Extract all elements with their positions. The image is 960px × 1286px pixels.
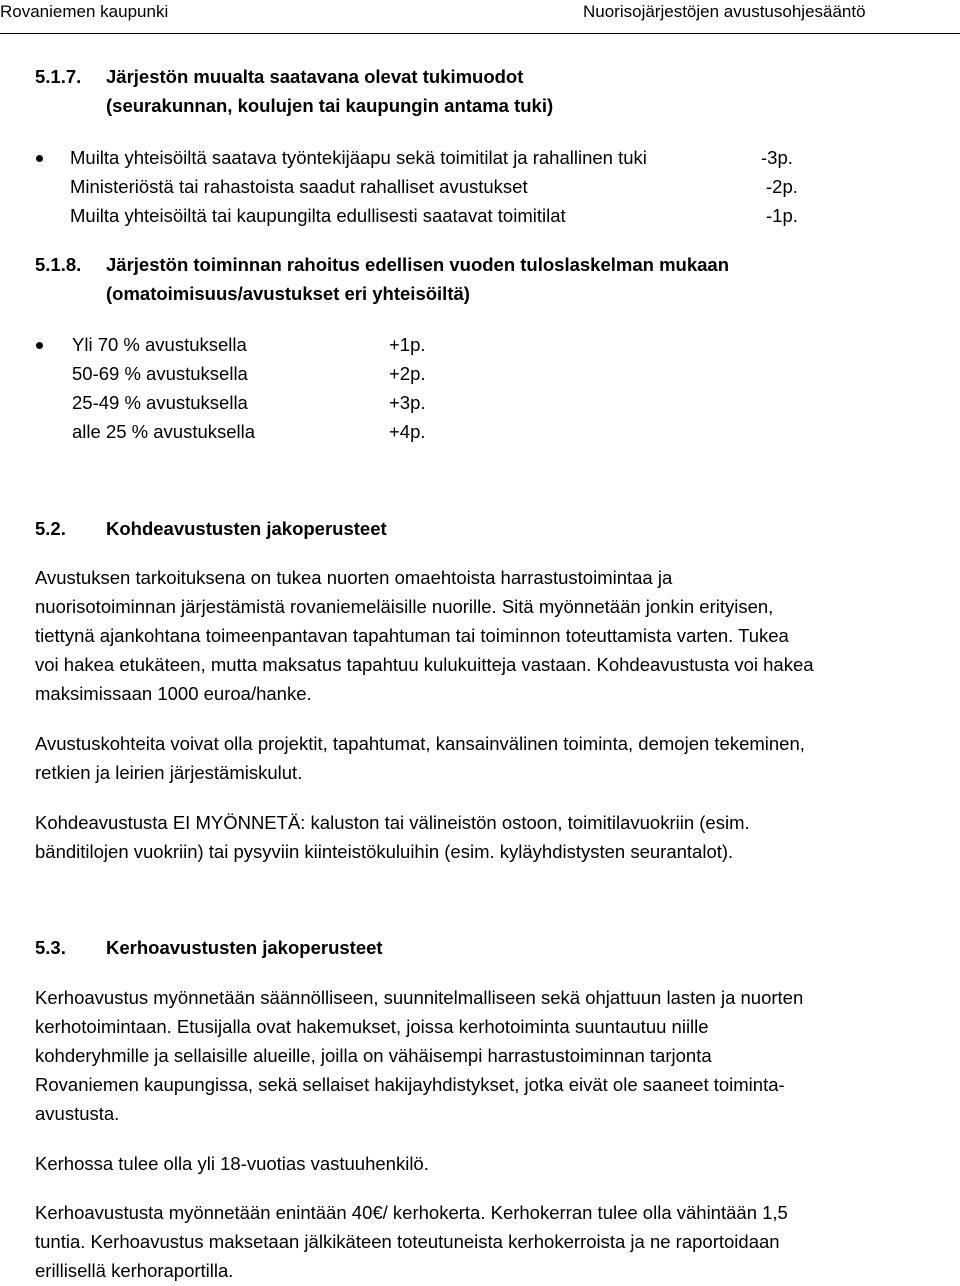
section-number-52: 5.2. [35, 518, 66, 539]
paragraph-line: Kerhoavustus myönnetään säännölliseen, suunnitelmalliseen sekä ohjattuun lasten ja nuorten [35, 987, 804, 1008]
paragraph-line: nuorisotoiminnan järjestämistä rovaniemeläisille nuorille. Sitä myönnetään jonkin erityisen, [35, 596, 774, 617]
bullet-icon [36, 342, 43, 349]
list-item-points: +4p. [389, 421, 426, 442]
paragraph-line: bänditilojen vuokriin) tai pysyviin kiinteistökuluihin (esim. kyläyhdistysten seurantalot). [35, 841, 734, 862]
list-item-text: alle 25 % avustuksella [72, 421, 256, 442]
section-title-518-line1: Järjestön toiminnan rahoitus edellisen vuoden tuloslaskelman mukaan [106, 254, 729, 275]
paragraph-line: kohderyhmille ja sellaisille alueille, joilla on vähäisempi harrastustoiminnan tarjonta [35, 1045, 712, 1066]
section-title-517-line2: (seurakunnan, koulujen tai kaupungin antama tuki) [106, 95, 554, 116]
paragraph-line: Avustuskohteita voivat olla projektit, tapahtumat, kansainvälinen toiminta, demojen tekeminen, [35, 733, 805, 754]
paragraph-line: voi hakea etukäteen, mutta maksatus tapahtuu kulukuitteja vastaan. Kohdeavustusta voi hakea [35, 654, 814, 675]
section-title-53: Kerhoavustusten jakoperusteet [106, 937, 383, 958]
header-right: Nuorisojärjestöjen avustusohjesääntö [583, 2, 866, 21]
header-left: Rovaniemen kaupunki [0, 2, 169, 21]
bullet-icon [36, 155, 43, 162]
paragraph-line: retkien ja leirien järjestämiskulut. [35, 762, 303, 783]
list-item-text: Muilta yhteisöiltä saatava työntekijäapu sekä toimitilat ja rahallinen tuki [70, 147, 647, 168]
section-title-52: Kohdeavustusten jakoperusteet [106, 518, 387, 539]
paragraph-line: maksimissaan 1000 euroa/hanke. [35, 683, 312, 704]
list-item-text: Ministeriöstä tai rahastoista saadut rahalliset avustukset [70, 176, 528, 197]
list-item-points: -3p. [761, 147, 793, 168]
paragraph-line: Avustuksen tarkoituksena on tukea nuorten omaehtoista harrastustoimintaa ja [35, 567, 673, 588]
list-item-text: Muilta yhteisöiltä tai kaupungilta edullisesti saatavat toimitilat [70, 205, 566, 226]
paragraph-line: Kohdeavustusta EI MYÖNNETÄ: kaluston tai välineistön ostoon, toimitilavuokriin (esim. [35, 812, 750, 833]
header-rule [0, 33, 960, 34]
paragraph-line: Kerhossa tulee olla yli 18-vuotias vastuuhenkilö. [35, 1153, 429, 1174]
paragraph-line: kerhotoimintaan. Etusijalla ovat hakemukset, joissa kerhotoiminta suuntautuu niille [35, 1016, 709, 1037]
paragraph-line: Rovaniemen kaupungissa, sekä sellaiset hakijayhdistykset, jotka eivät ole saaneet toiminta- [35, 1074, 785, 1095]
section-number-53: 5.3. [35, 937, 66, 958]
list-item-text: Yli 70 % avustuksella [72, 334, 247, 355]
paragraph-line: tiettynä ajankohtana toimeenpantavan tapahtuman tai toiminnon toteuttamista varten. Tukea [35, 625, 789, 646]
section-number-518: 5.1.8. [35, 254, 82, 275]
section-title-518-line2: (omatoimisuus/avustukset eri yhteisöiltä) [106, 283, 470, 304]
list-item-text: 50-69 % avustuksella [72, 363, 248, 384]
list-item-points: +3p. [389, 392, 426, 413]
paragraph-line: erillisellä kerhoraportilla. [35, 1260, 234, 1281]
list-item-points: -2p. [766, 176, 798, 197]
paragraph-line: avustusta. [35, 1103, 120, 1124]
section-title-517-line1: Järjestön muualta saatavana olevat tukimuodot [106, 66, 524, 87]
paragraph-line: tuntia. Kerhoavustus maksetaan jälkikäteen toteutuneista kerhokerroista ja ne raportoidaan [35, 1231, 780, 1252]
section-number-517: 5.1.7. [35, 66, 82, 87]
list-item-text: 25-49 % avustuksella [72, 392, 248, 413]
list-item-points: +2p. [389, 363, 426, 384]
list-item-points: -1p. [766, 205, 798, 226]
paragraph-line: Kerhoavustusta myönnetään enintään 40€/ kerhokerta. Kerhokerran tulee olla vähintään 1,5 [35, 1202, 788, 1223]
list-item-points: +1p. [389, 334, 426, 355]
